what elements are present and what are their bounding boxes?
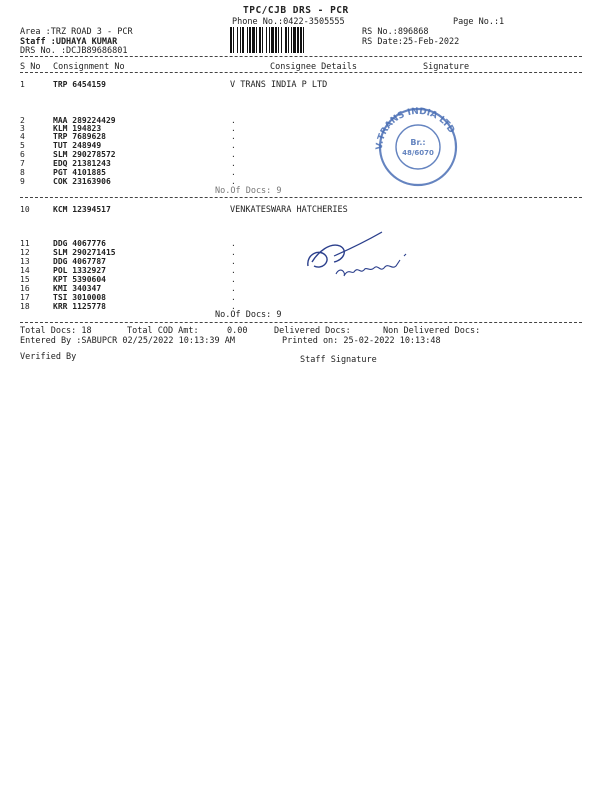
barcode-bar — [240, 27, 241, 53]
row-sno: 18 — [20, 302, 30, 311]
table-row — [20, 159, 320, 168]
table-row — [20, 150, 320, 159]
row-dot: . — [231, 266, 236, 275]
barcode-bar — [297, 27, 299, 53]
barcode-bar — [291, 27, 292, 53]
row-consignment: EDQ 21381243 — [53, 159, 111, 168]
row-dot: . — [231, 159, 236, 168]
barcode-bar — [249, 27, 251, 53]
row-sno: 2 — [20, 116, 25, 125]
row-sno: 15 — [20, 275, 30, 284]
barcode-bar — [259, 27, 261, 53]
row-consignment: DDG 4067787 — [53, 257, 106, 266]
table-row — [20, 275, 320, 284]
col-sno: S No — [20, 62, 41, 72]
verified-by: Verified By — [20, 352, 77, 362]
table-row — [20, 177, 320, 186]
row-sno: 16 — [20, 284, 30, 293]
row-consignment: MAA 289224429 — [53, 116, 116, 125]
barcode-bar — [281, 27, 282, 53]
table-row — [20, 132, 320, 141]
row-sno: 10 — [20, 205, 30, 214]
rs-number: RS No.:896868 — [362, 27, 429, 37]
barcode-bar — [288, 27, 289, 53]
row-dot: . — [231, 141, 236, 150]
row-sno: 7 — [20, 159, 25, 168]
svg-text:48/6070: 48/6070 — [402, 149, 434, 157]
row-sno: 5 — [20, 141, 25, 150]
columns-rule — [20, 72, 582, 73]
row-consignment: KMI 340347 — [53, 284, 102, 293]
row-consignment: POL 1332927 — [53, 266, 106, 275]
page-number: Page No.:1 — [453, 17, 505, 27]
consignee-name: V TRANS INDIA P LTD — [230, 80, 328, 90]
row-consignment: KRR 1125778 — [53, 302, 106, 311]
row-sno: 17 — [20, 293, 30, 302]
row-dot: . — [231, 116, 236, 125]
row-dot: . — [231, 239, 236, 248]
row-dot: . — [231, 168, 236, 177]
total-cod-label: Total COD Amt: — [127, 326, 199, 336]
row-dot: . — [231, 302, 236, 311]
barcode-bar — [271, 27, 274, 53]
non-delivered-docs: Non Delivered Docs: — [383, 326, 481, 336]
table-row — [20, 257, 320, 266]
row-consignment: KPT 5390604 — [53, 275, 106, 284]
barcode-bar — [278, 27, 279, 53]
row-consignment: KLM 194823 — [53, 124, 102, 133]
entered-by: Entered By :SABUPCR 02/25/2022 10:13:39 AM — [20, 336, 235, 346]
barcode-bar — [233, 27, 234, 53]
row-consignment: PGT 4101885 — [53, 168, 106, 177]
row-dot: . — [231, 284, 236, 293]
row-dot: . — [231, 257, 236, 266]
row-dot: . — [231, 124, 236, 133]
document-title: TPC/CJB DRS - PCR — [243, 5, 349, 16]
barcode-bar — [262, 27, 263, 53]
row-consignment: COK 23163906 — [53, 177, 111, 186]
table-row — [20, 248, 320, 257]
barcode-bar — [293, 27, 296, 53]
row-sno: 8 — [20, 168, 25, 177]
row-dot: . — [231, 293, 236, 302]
barcode-bar — [300, 27, 302, 53]
barcode-bar — [252, 27, 255, 53]
row-consignment: KCM 12394517 — [53, 205, 111, 214]
phone-number: Phone No.:0422-3505555 — [232, 17, 345, 27]
total-cod-value: 0.00 — [227, 326, 248, 336]
group-doc-count: No.Of Docs: 9 — [215, 186, 282, 196]
barcode-bar — [269, 27, 270, 53]
row-sno: 6 — [20, 150, 25, 159]
total-docs: Total Docs: 18 — [20, 326, 92, 336]
group-rule — [20, 197, 582, 198]
row-dot: . — [231, 248, 236, 257]
drs-number: DRS No. :DCJB89686801 — [20, 46, 128, 56]
barcode-bar — [275, 27, 277, 53]
row-dot: . — [231, 275, 236, 284]
staff-signature-label: Staff Signature — [300, 355, 377, 365]
barcode-bar — [237, 27, 238, 53]
barcode-bar — [242, 27, 244, 53]
row-consignment: TRP 7689628 — [53, 132, 106, 141]
barcode-bar — [303, 27, 304, 53]
row-consignment: TRP 6454159 — [53, 80, 106, 89]
row-consignment: SLM 290278572 — [53, 150, 116, 159]
row-consignment: TUT 248949 — [53, 141, 102, 150]
row-dot: . — [231, 150, 236, 159]
svg-text:Br.:: Br.: — [410, 138, 426, 147]
delivered-docs: Delivered Docs: — [274, 326, 351, 336]
rs-date: RS Date:25-Feb-2022 — [362, 37, 460, 47]
area-label: Area :TRZ ROAD 3 - PCR — [20, 27, 133, 37]
staff-label: Staff :UDHAYA KUMAR — [20, 37, 118, 47]
company-stamp-icon — [368, 102, 468, 192]
barcode-bar — [285, 27, 287, 53]
consignee-name: VENKATESWARA HATCHERIES — [230, 205, 348, 215]
barcode-image — [230, 27, 354, 53]
row-sno: 11 — [20, 239, 30, 248]
table-row — [20, 284, 320, 293]
col-consignee: Consignee Details — [270, 62, 357, 72]
table-row — [20, 239, 320, 248]
row-sno: 12 — [20, 248, 30, 257]
col-signature: Signature — [423, 62, 470, 72]
svg-text:V.TRANS INDIA LTD: V.TRANS INDIA LTD — [374, 106, 457, 151]
handwritten-signature-icon — [300, 226, 430, 286]
barcode-bar — [247, 27, 248, 53]
row-consignment: DDG 4067776 — [53, 239, 106, 248]
row-sno: 9 — [20, 177, 25, 186]
header-rule — [20, 56, 582, 57]
barcode-bar — [266, 27, 267, 53]
row-consignment: TSI 3010008 — [53, 293, 106, 302]
printed-on: Printed on: 25-02-2022 10:13:48 — [282, 336, 441, 346]
row-consignment: SLM 290271415 — [53, 248, 116, 257]
row-dot: . — [231, 177, 236, 186]
row-sno: 13 — [20, 257, 30, 266]
col-consignment: Consignment No — [53, 62, 125, 72]
row-sno: 1 — [20, 80, 25, 89]
group-doc-count: No.Of Docs: 9 — [215, 310, 282, 320]
table-row — [20, 168, 320, 177]
table-row — [20, 141, 320, 150]
table-row — [20, 266, 320, 275]
row-sno: 3 — [20, 124, 25, 133]
row-dot: . — [231, 132, 236, 141]
row-sno: 4 — [20, 132, 25, 141]
row-sno: 14 — [20, 266, 30, 275]
barcode-bar — [230, 27, 232, 53]
table-row — [20, 293, 320, 302]
barcode-bar — [256, 27, 257, 53]
footer-rule — [20, 322, 582, 323]
